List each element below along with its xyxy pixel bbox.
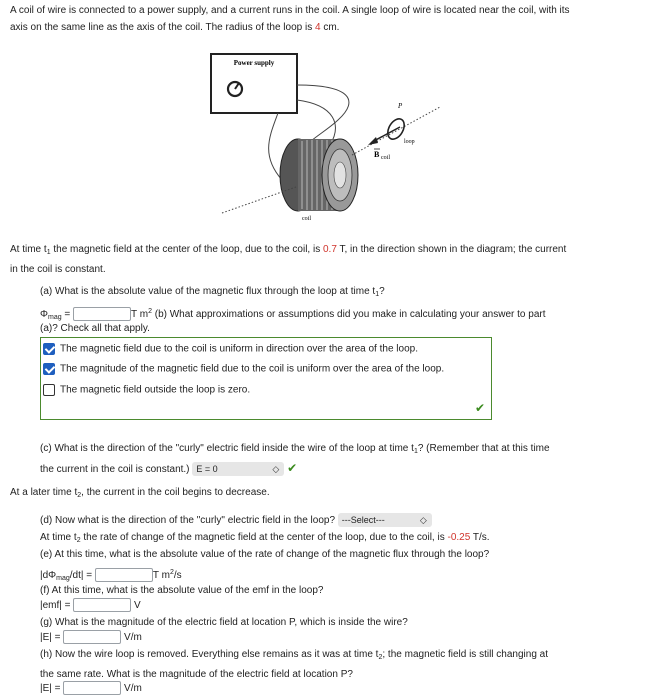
field-value: 0.7 — [322, 244, 337, 255]
qd-text: (d) Now what is the direction of the "curly" electric field in the loop? — [40, 515, 336, 526]
axis-dotted-right — [352, 107, 440, 155]
phi-eq: = — [61, 309, 71, 320]
question-f: (f) At this time, what is the absolute value of the emf in the loop? — [40, 585, 324, 596]
checkbox-row-2[interactable] — [43, 363, 444, 375]
qc-direction-select[interactable] — [192, 462, 284, 476]
t2-part2: the rate of change of the magnetic field at the center of the loop, due to the coil, is — [80, 532, 448, 543]
later-statement — [10, 484, 270, 504]
qa-sub: 1 — [375, 291, 380, 298]
checkbox-row-1[interactable] — [43, 343, 418, 355]
phi-unit-sup: 2 — [148, 308, 152, 315]
loop-label: loop — [404, 139, 415, 145]
p-label: P — [398, 102, 403, 110]
intro-line-1: A coil of wire is connected to a power supply, and a current runs in the coil. A single loop of wire is located near the coil, with its — [10, 5, 570, 16]
qb-line-2: (a)? Check all that apply. — [40, 323, 150, 334]
qd-select-value: ---Select--- — [341, 515, 385, 526]
qe-unit-tail: /s — [173, 570, 182, 581]
t2-part1: At time t — [40, 532, 77, 543]
qc-line1-a: (c) What is the direction of the "curly" electric field inside the wire of the loop at time t — [40, 443, 414, 454]
checkbox-3[interactable] — [43, 384, 55, 396]
question-c — [40, 440, 640, 478]
select-chevron-icon: ◇ — [419, 515, 427, 526]
checkbox-2[interactable] — [43, 363, 55, 375]
question-e: (e) At this time, what is the absolute value of the rate of change of the magnetic flux through the loop? — [40, 549, 490, 560]
qd-direction-select[interactable] — [338, 513, 432, 527]
emf-unit: V — [134, 600, 141, 611]
checkbox-3-label: The magnetic field outside the loop is zero. — [60, 384, 251, 396]
qh-line-1 — [40, 646, 640, 666]
rate-value: -0.25 — [447, 532, 471, 543]
qc-line-2 — [40, 460, 640, 478]
answer-g-row — [40, 629, 142, 646]
radius-value: 4 — [315, 22, 321, 33]
coil-label: coil — [302, 216, 311, 222]
qa-end: ? — [379, 286, 385, 297]
b-coil-label: B — [374, 150, 380, 159]
qe-unit-sup: 2 — [169, 569, 174, 576]
answer-f-row — [40, 597, 141, 614]
qh-line1-a: (h) Now the wire loop is removed. Everything else remains as it was at time t — [40, 649, 379, 660]
correct-check-icon: ✔ — [474, 401, 485, 415]
qe-unit: T m — [152, 570, 170, 581]
e-field-label: |E| = — [40, 632, 61, 643]
t1-part3: T, in the direction shown in the diagram; the current — [336, 244, 567, 255]
t1-line-2: in the coil is constant. — [10, 264, 106, 275]
qc-correct-check-icon: ✔ — [287, 461, 298, 475]
later-text: At a later time t — [10, 487, 78, 498]
qc-sub: 1 — [413, 448, 418, 455]
qe-label-a: |dΦ — [40, 570, 57, 581]
e-field-unit-g: V/m — [124, 632, 142, 643]
t1-sub: 1 — [46, 249, 51, 256]
qa-text: (a) What is the absolute value of the magnetic flux through the loop at time t — [40, 286, 376, 297]
qh-line1-b: ; the magnetic field is still changing at — [382, 649, 549, 660]
coil-shape — [280, 139, 358, 211]
checkbox-1[interactable] — [43, 343, 55, 355]
e-field-unit-h: V/m — [124, 683, 142, 694]
emf-label: |emf| = — [40, 600, 71, 611]
t1-part2: the magnetic field at the center of the loop, due to the coil, is — [50, 244, 323, 255]
t2-sub: 2 — [76, 537, 81, 544]
t1-part1: At time t — [10, 244, 47, 255]
question-h — [40, 646, 640, 683]
qb-inline: (b) What approximations or assumptions did you make in calculating your answer to part — [151, 309, 546, 320]
qc-line1-b: ? (Remember that at this time — [417, 443, 550, 454]
assumptions-checkbox-group — [40, 337, 492, 420]
intro-line-2-end: cm. — [320, 22, 340, 33]
later-text2: , the current in the coil begins to decrease. — [81, 487, 270, 498]
question-g: (g) What is the magnitude of the electric field at location P, which is inside the wire? — [40, 617, 408, 628]
t1-statement — [10, 241, 640, 278]
phi-unit: T m — [131, 309, 149, 320]
e-field-label-h: |E| = — [40, 683, 61, 694]
intro-line-2-text: axis on the same line as the axis of the coil. The radius of the loop is — [10, 22, 315, 33]
e-field-input-h[interactable] — [63, 681, 121, 695]
qe-label-sub: mag — [56, 575, 70, 582]
intro-text — [10, 2, 640, 36]
qh-line-2: the same rate. What is the magnitude of the electric field at location P? — [40, 669, 353, 680]
checkbox-2-label: The magnitude of the magnetic field due to the coil is uniform over the area of the loop. — [60, 363, 445, 375]
qc-line-1 — [40, 440, 640, 460]
rate-unit: T/s. — [470, 532, 490, 543]
power-supply-label: Power supply — [233, 59, 275, 67]
phi-label: Φ — [40, 309, 48, 320]
checkbox-row-3[interactable] — [43, 384, 250, 396]
e-field-input-g[interactable] — [63, 630, 121, 644]
dphi-dt-input[interactable] — [95, 568, 153, 582]
intro-line-2 — [10, 19, 640, 36]
t1-line-1 — [10, 241, 640, 261]
qe-label-b: /dt| = — [69, 570, 93, 581]
b-field-arrowhead — [368, 137, 378, 145]
checkbox-1-label: The magnetic field due to the coil is uniform in direction over the area of the loop. — [60, 343, 418, 355]
answer-h-row — [40, 680, 142, 697]
coil-loop-diagram — [200, 45, 460, 230]
question-d — [40, 512, 432, 529]
qh-sub: 2 — [378, 654, 383, 661]
qc-line2-text: the current in the coil is constant.) — [40, 464, 190, 475]
select-chevron-icon: ◇ — [272, 464, 280, 475]
question-a — [40, 283, 385, 303]
emf-input[interactable] — [73, 598, 131, 612]
phi-sub: mag — [47, 314, 62, 321]
later-sub: 2 — [77, 492, 82, 499]
b-coil-sub: coil — [381, 155, 390, 161]
qc-select-value: E = 0 — [196, 464, 218, 475]
